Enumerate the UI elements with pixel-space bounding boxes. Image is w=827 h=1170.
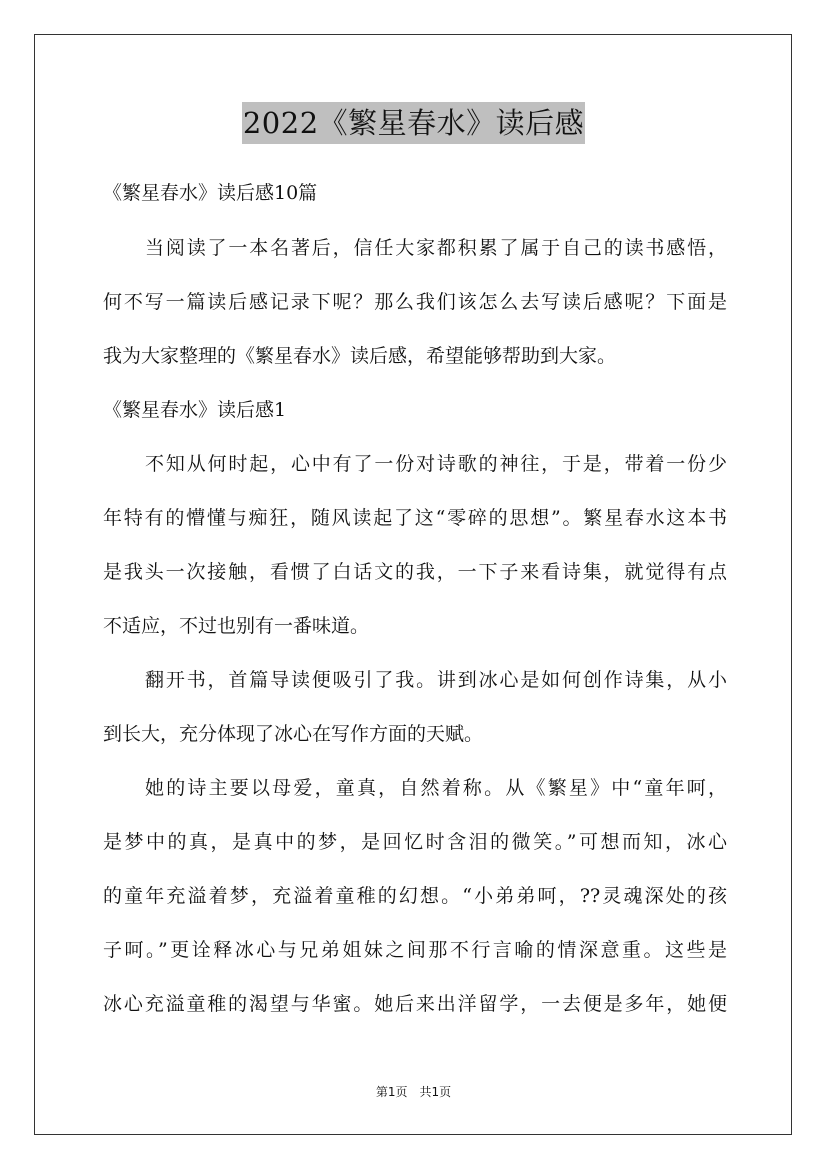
paragraph-line: 不知从何时起，心中有了一份对诗歌的神往，于是，带着一份少 (145, 453, 727, 475)
paragraph-line: 年特有的懵懂与痴狂，随风读起了这“零碎的思想”。繁星春水这本书 (103, 507, 727, 529)
paragraph-line: 子呵。”更诠释冰心与兄弟姐妹之间那不行言喻的情深意重。这些是 (103, 939, 727, 961)
paragraph-line: 是梦中的真，是真中的梦，是回忆时含泪的微笑。”可想而知，冰心 (103, 831, 727, 853)
paragraph-line: 翻开书，首篇导读便吸引了我。讲到冰心是如何创作诗集，从小 (145, 669, 727, 691)
title-container (0, 102, 827, 144)
section-heading: 《繁星春水》读后感10篇 (103, 182, 318, 204)
paragraph-line: 何不写一篇读后感记录下呢？那么我们该怎么去写读后感呢？下面是 (103, 291, 727, 313)
paragraph-line: 她的诗主要以母爱，童真，自然着称。从《繁星》中“童年呵， (145, 777, 727, 799)
paragraph-line: 的童年充溢着梦，充溢着童稚的幻想。“小弟弟呵，??灵魂深处的孩 (103, 885, 727, 907)
page-number-footer: 第1页 共1页 (375, 1085, 452, 1099)
paragraph-line: 是我头一次接触，看惯了白话文的我，一下子来看诗集，就觉得有点 (103, 561, 727, 583)
paragraph-line: 我为大家整理的《繁星春水》读后感，希望能够帮助到大家。 (103, 345, 617, 367)
section-heading: 《繁星春水》读后感1 (103, 399, 287, 421)
document-title: 2022《繁星春水》读后感 (242, 102, 585, 144)
paragraph-line: 当阅读了一本名著后，信任大家都积累了属于自己的读书感悟， (145, 237, 727, 259)
paragraph-line: 不适应，不过也别有一番味道。 (103, 615, 370, 637)
paragraph-line: 冰心充溢童稚的渴望与华蜜。她后来出洋留学，一去便是多年，她便 (103, 993, 727, 1015)
paragraph-line: 到长大，充分体现了冰心在写作方面的天赋。 (103, 723, 484, 745)
